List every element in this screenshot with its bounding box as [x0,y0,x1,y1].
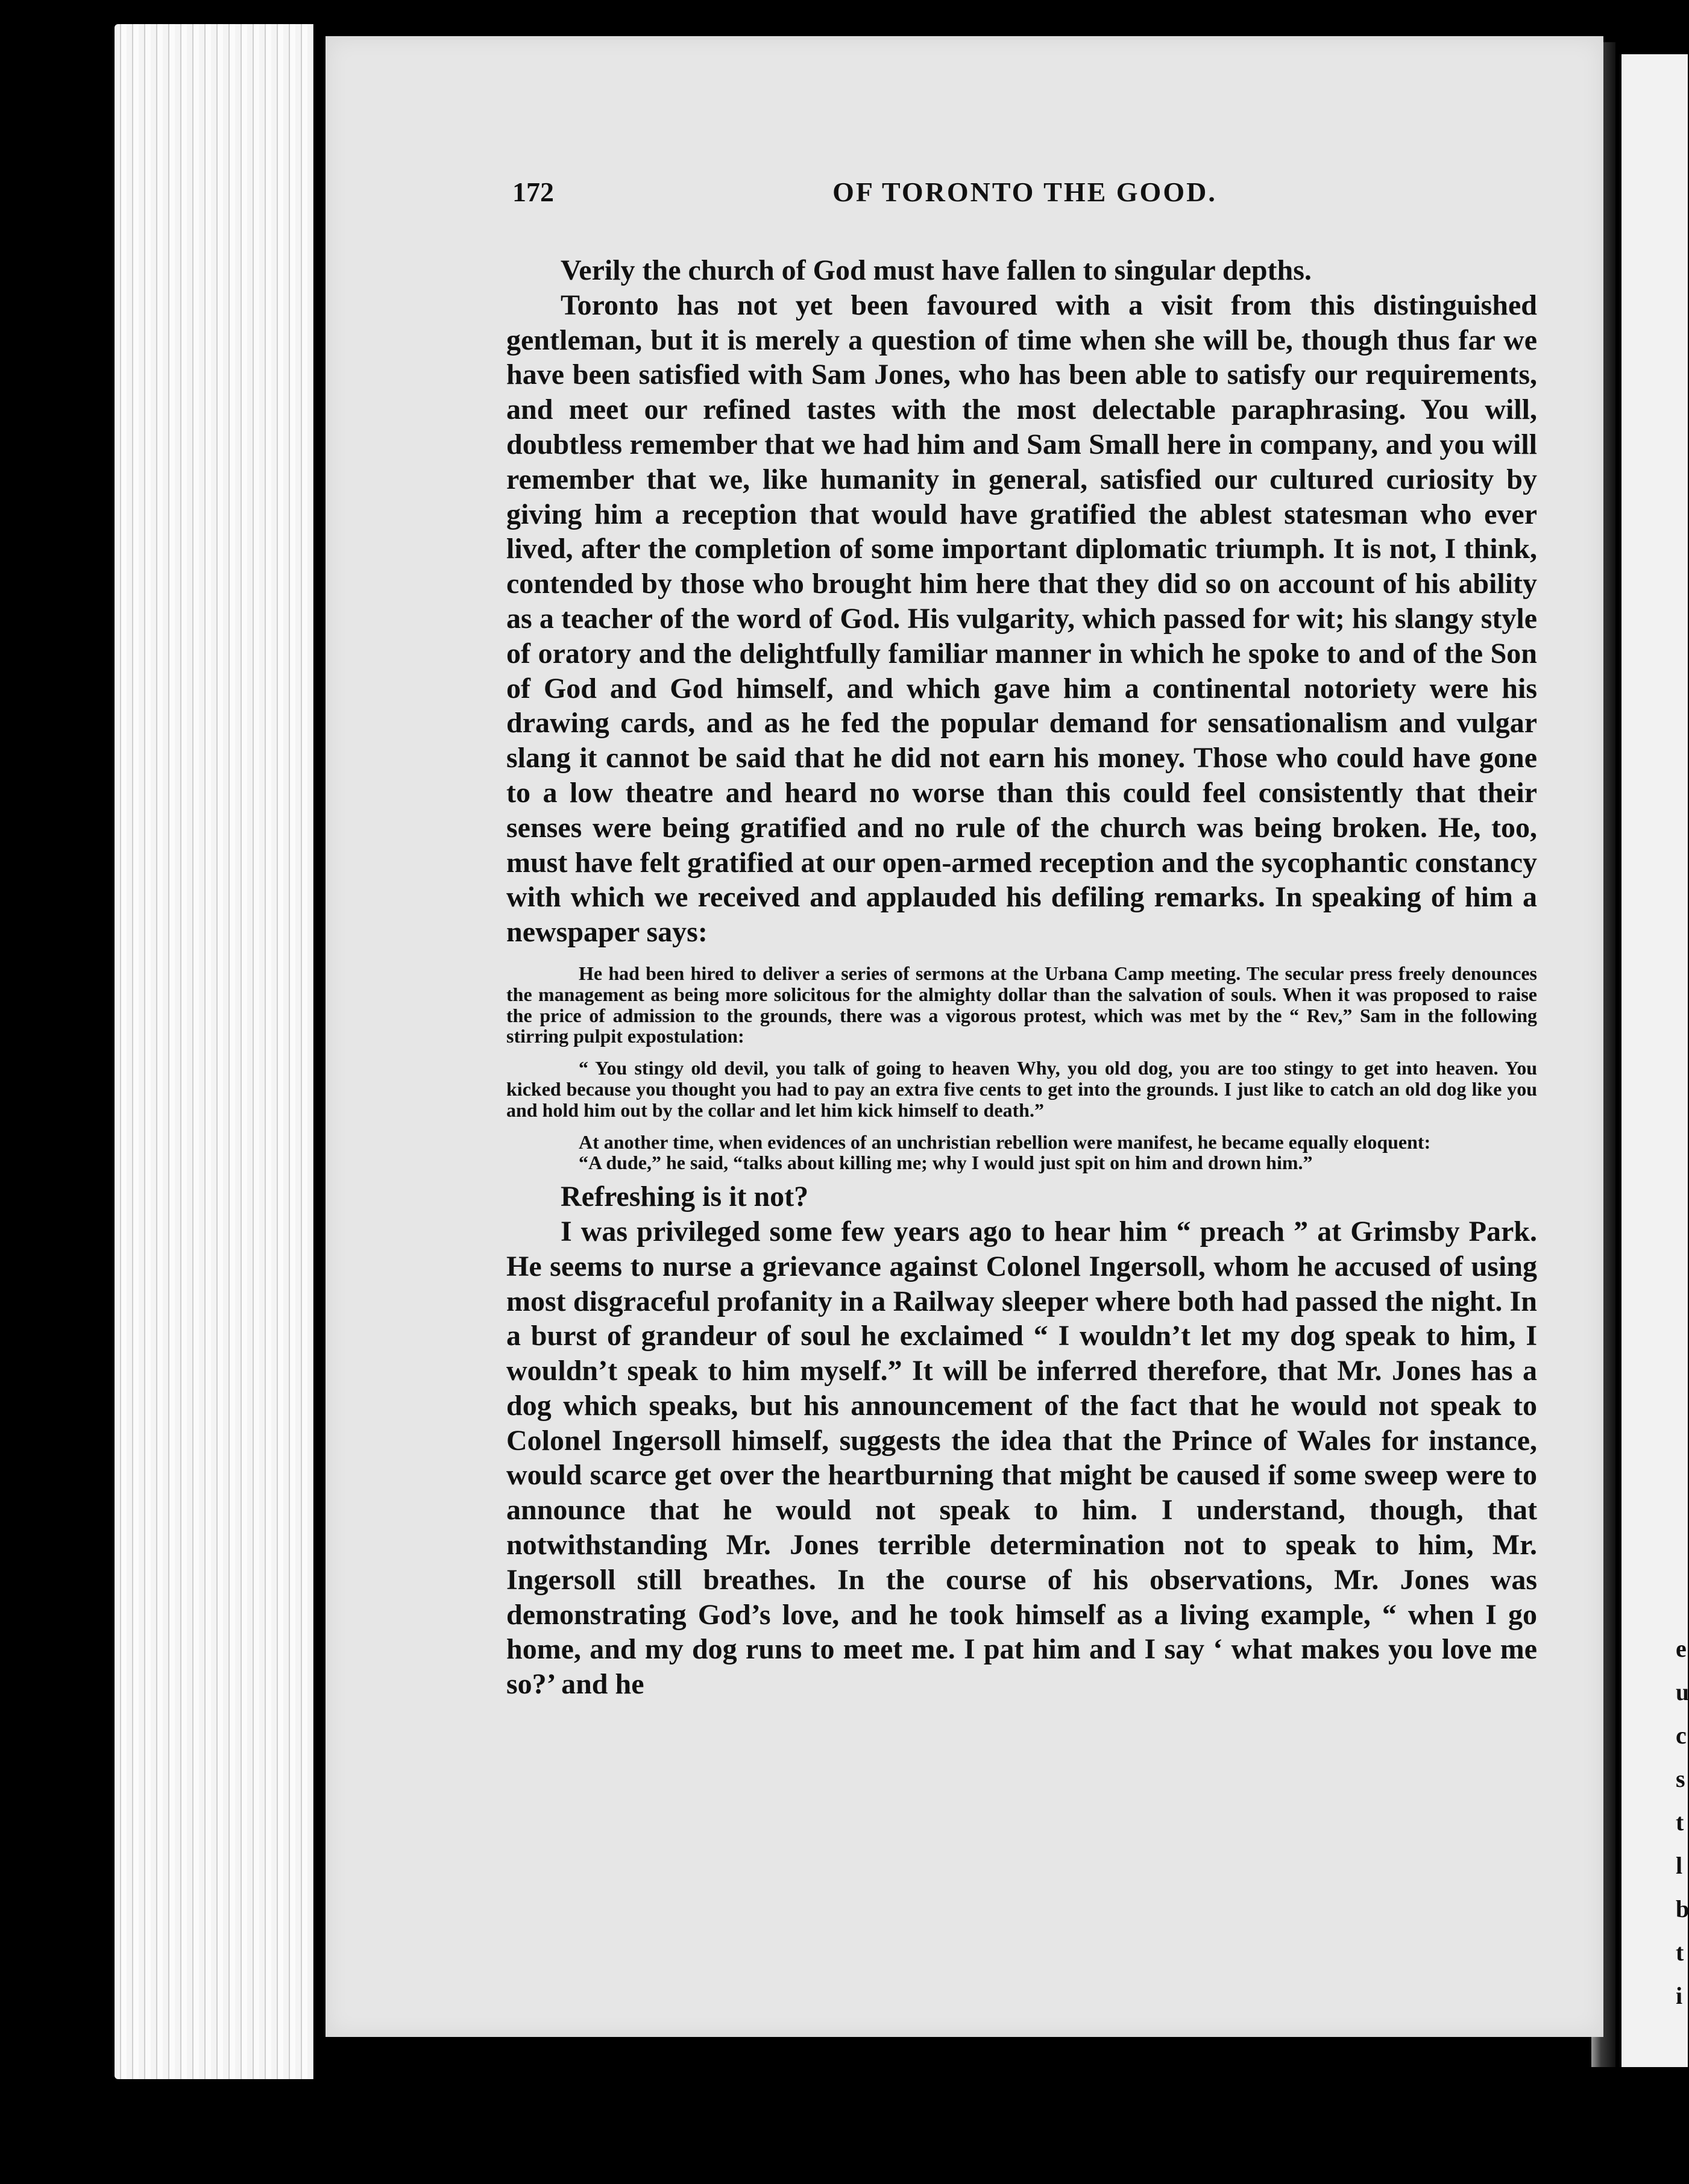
facing-letter: u [1676,1678,1689,1705]
facing-letter: b [1676,1895,1689,1922]
paragraph: Toronto has not yet been favoured with a visit from this distinguished gentleman, but it is merely a question of time when she will be, though thus far we have been satisfied with Sam Jones, who has been able to satisfy our requirements, and meet our refined tastes with the most delectable paraphrasing. You will, doubtless remember that we had him and Sam Small here in company, and you will remember that we, like humanity in general, satisfied our cultured curiosity by giving him a reception that would have gratified the ablest statesman who ever lived, after the completion of some important diplomatic triumph. It is not, I think, contended by those who brought him here that they did so on account of his ability as a teacher of the word of God. His vulgarity, which passed for wit; his slangy style of oratory and the delightfully familiar manner in which he spoke to and of the Son of God and God himself, and which gave him a continental notoriety were his drawing cards, and as he fed the popular demand for sensationalism and vulgar slang it cannot be said that he did not earn his money. Those who could have gone to a low theatre and heard no worse than this could feel consistently that their senses were being gratified and no rule of the church was being broken. He, too, must have felt gratified at our open-armed reception and the sycophantic constancy with which we received and applauded his defiling remarks. In speaking of him a newspaper says: [506,289,1537,949]
page-number: 172 [512,177,554,207]
paragraph: Verily the church of God must have fallen to singular depths. [561,254,1312,286]
facing-letter: i [1676,1982,1683,2009]
paragraph: I was privileged some few years ago to hear him “ preach ” at Grimsby Park. He seems to nurse a grievance against Colonel Ingersoll, whom he accused of using most disgraceful profanity in a Railway sleeper where both had passed the night. In a burst of grandeur of soul he exclaimed “ I wouldn’t let my dog speak to him, I wouldn’t speak to him myself.” It will be inferred therefore, that Mr. Jones has a dog which speaks, but his announcement of the fact that he would not speak to Colonel Ingersoll himself, suggests the idea that the Prince of Wales for instance, would scarce get over the heartburning that might be caused if some sweep were to announce that he would not speak to him. I understand, though, that notwithstanding Mr. Jones terrible determination not to speak to him, Mr. Ingersoll still breathes. In the course of his observations, Mr. Jones was demonstrating God’s love, and he took himself as a living example, “ when I go home, and my dog runs to meet me. I pat him and I say ‘ what makes you love me so?’ and he [506,1215,1537,1701]
facing-letter: c [1676,1722,1687,1749]
body-text [506,253,1537,1702]
facing-page-letters [1676,1627,1688,2018]
quote-paragraph: At another time, when evidences of an unchristian rebellion were manifest, he became equally eloquent: [579,1131,1431,1153]
page-header [512,176,1537,224]
facing-letter: s [1676,1765,1685,1792]
quote-paragraph: “ You stingy old devil, you talk of going to heaven Why, you old dog, you are too stingy to get into heaven. You kicked because you thought you had to pay an extra five cents to get into the grounds. I just like to catch an old dog like you and hold him out by the collar and let him kick himself to death.” [506,1057,1537,1121]
facing-letter: t [1676,1809,1684,1836]
quote-paragraph: He had been hired to deliver a series of sermons at the Urbana Camp meeting. The secular press freely denounces the management as being more solicitous for the almighty dollar than the salvation of souls. When it was proposed to raise the price of admission to the grounds, there was a vigorous protest, which was met by the “ Rev,” Sam in the following stirring pulpit expostulation: [506,962,1537,1047]
book-page-edges [115,24,313,2079]
newspaper-quote [506,963,1537,1173]
book-page [326,36,1603,2037]
facing-letter: e [1676,1635,1687,1662]
quote-paragraph: “A dude,” he said, “talks about killing me; why I would just spit on him and drown him.” [579,1152,1313,1174]
running-head: OF TORONTO THE GOOD. [832,177,1217,207]
facing-letter: t [1676,1939,1684,1966]
facing-letter: l [1676,1852,1683,1879]
paragraph: Refreshing is it not? [561,1181,809,1213]
